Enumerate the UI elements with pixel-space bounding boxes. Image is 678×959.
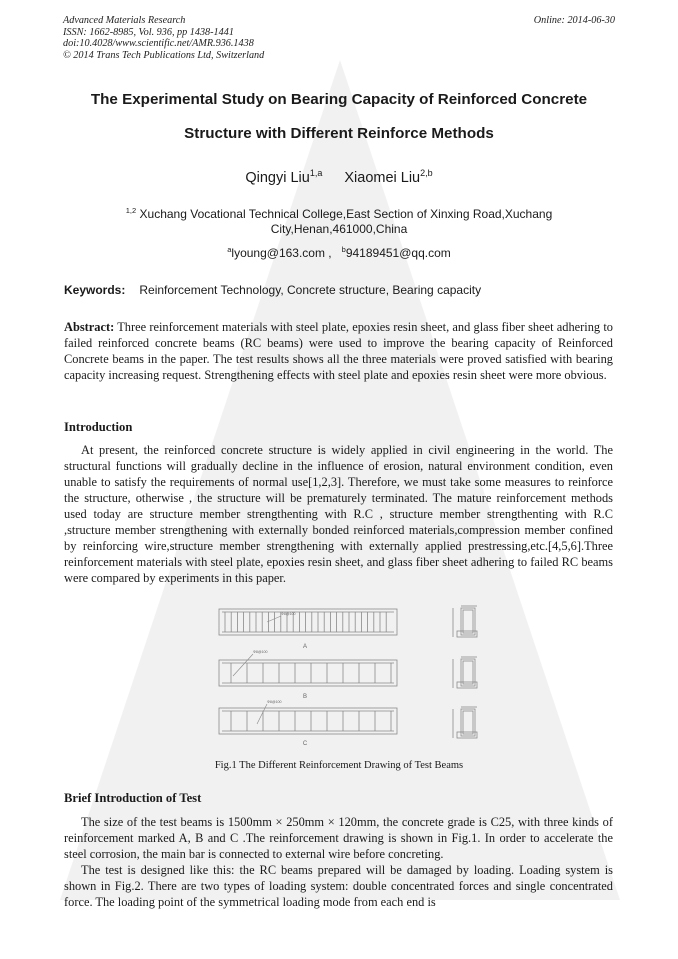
beam-label-a: A (302, 644, 308, 650)
section-heading-brief-introduction: Brief Introduction of Test (64, 791, 202, 805)
email-address[interactable]: lyoung@163.com , (231, 246, 332, 260)
paper-title-line-2: Structure with Different Reinforce Methods (184, 125, 494, 142)
author-list (0, 168, 678, 186)
online-date: Online: 2014-06-30 (533, 15, 615, 26)
affiliation-sup: 1,2 (125, 206, 137, 215)
brief-paragraph-2: The test is designed like this: the RC beams prepared will be damaged by loading. Loading system is shown in Fig.2. There are two types of loading system: double concentrated forces and single concentrated force. The loading point of the symmetrical loading mode from each end is (64, 863, 613, 909)
author-name: Xiaomei Liu (344, 169, 421, 186)
affiliation-line-2: City,Henan,461000,China (270, 222, 408, 236)
section-heading-introduction: Introduction (64, 420, 133, 434)
beam-label-b: B (302, 694, 308, 700)
beam-c-elevation (219, 704, 397, 734)
author-name: Qingyi Liu (245, 169, 310, 186)
journal-name: Advanced Materials Research (63, 15, 186, 26)
beam-b-elevation (219, 654, 397, 686)
beam-label-c: C (302, 741, 308, 747)
issn-line: ISSN: 1662-8985, Vol. 936, pp 1438-1441 (63, 26, 234, 38)
introduction-paragraph: At present, the reinforced concrete structure is widely applied in civil engineering in the world. The structural functions will gradually decline in the influence of erosion, natural environment condition, even unable to satisfy the requirements of normal use[1,2,3]. Therefore, we must take some measures to reinforce the structure, otherwise , the structure will be prematurely terminated. The mature reinforcement methods used today are structure member strengthenting with R.C , structure member strengthenting with R.C ,structure member strengthening with externally bonded reinforced materials,compression member confined by reinforcing wire,structure member strengthening with externally applied prestressing,etc.[4,5,6].Three reinforcement materials with steel plate, epoxies resin sheet, and glass fiber sheet adhering to failed RC beams were compared by experiments in this paper. (64, 443, 613, 585)
beam-a-elevation (219, 609, 397, 635)
running-header (63, 15, 264, 61)
abstract-label: Abstract: (64, 320, 115, 334)
author-sup: 1,a (309, 168, 323, 178)
section-c (453, 707, 477, 738)
email-sup: b (341, 245, 346, 254)
brief-paragraph-1: The size of the test beams is 1500mm × 250mm × 120mm, the concrete grade is C25, with three kinds of reinforcement marked A, B and C .The reinforcement drawing is shown in Fig.1. In order to accelerate the steel corrosion, the main bar is connected to external wire before concreting. (64, 815, 613, 861)
email-list (0, 245, 678, 260)
keywords (64, 283, 481, 297)
bar-label: Φ8@100 (253, 650, 268, 654)
bar-label: Φ8@100 (281, 612, 296, 616)
email-sup: a (227, 245, 232, 254)
abstract (64, 319, 613, 383)
paper-title-line-1: The Experimental Study on Bearing Capacity of Reinforced Concrete (90, 91, 588, 108)
keywords-text: Reinforcement Technology, Concrete structure, Bearing capacity (139, 283, 482, 297)
doi-line[interactable]: doi:10.4028/www.scientific.net/AMR.936.1438 (63, 38, 254, 49)
keywords-label: Keywords: (64, 283, 126, 297)
copyright-line: © 2014 Trans Tech Publications Ltd, Switzerland (63, 49, 265, 61)
figure-reinforcement-drawing (213, 604, 493, 756)
affiliation-text: Xuchang Vocational Technical College,East Section of Xinxing Road,Xuchang (136, 207, 553, 221)
figure-caption: Fig.1 The Different Reinforcement Drawing of Test Beams (214, 760, 464, 771)
section-a (453, 606, 477, 637)
email-address[interactable]: 94189451@qq.com (345, 246, 451, 260)
author-sup: 2,b (420, 168, 433, 178)
abstract-text: Three reinforcement materials with steel plate, epoxies resin sheet, and glass fiber sheet adhering to failed reinforced concrete beams (RC beams) were used to improve the bearing capacity of Reinforced Concrete beams in the paper. The test results shows all the three materials were proved satisfied with bearing capacity increasing request. Strengthening effects with steel plate and epoxies resin sheet were more obvious. (64, 320, 613, 382)
bar-label: Φ8@100 (267, 700, 282, 704)
section-b (453, 657, 477, 688)
